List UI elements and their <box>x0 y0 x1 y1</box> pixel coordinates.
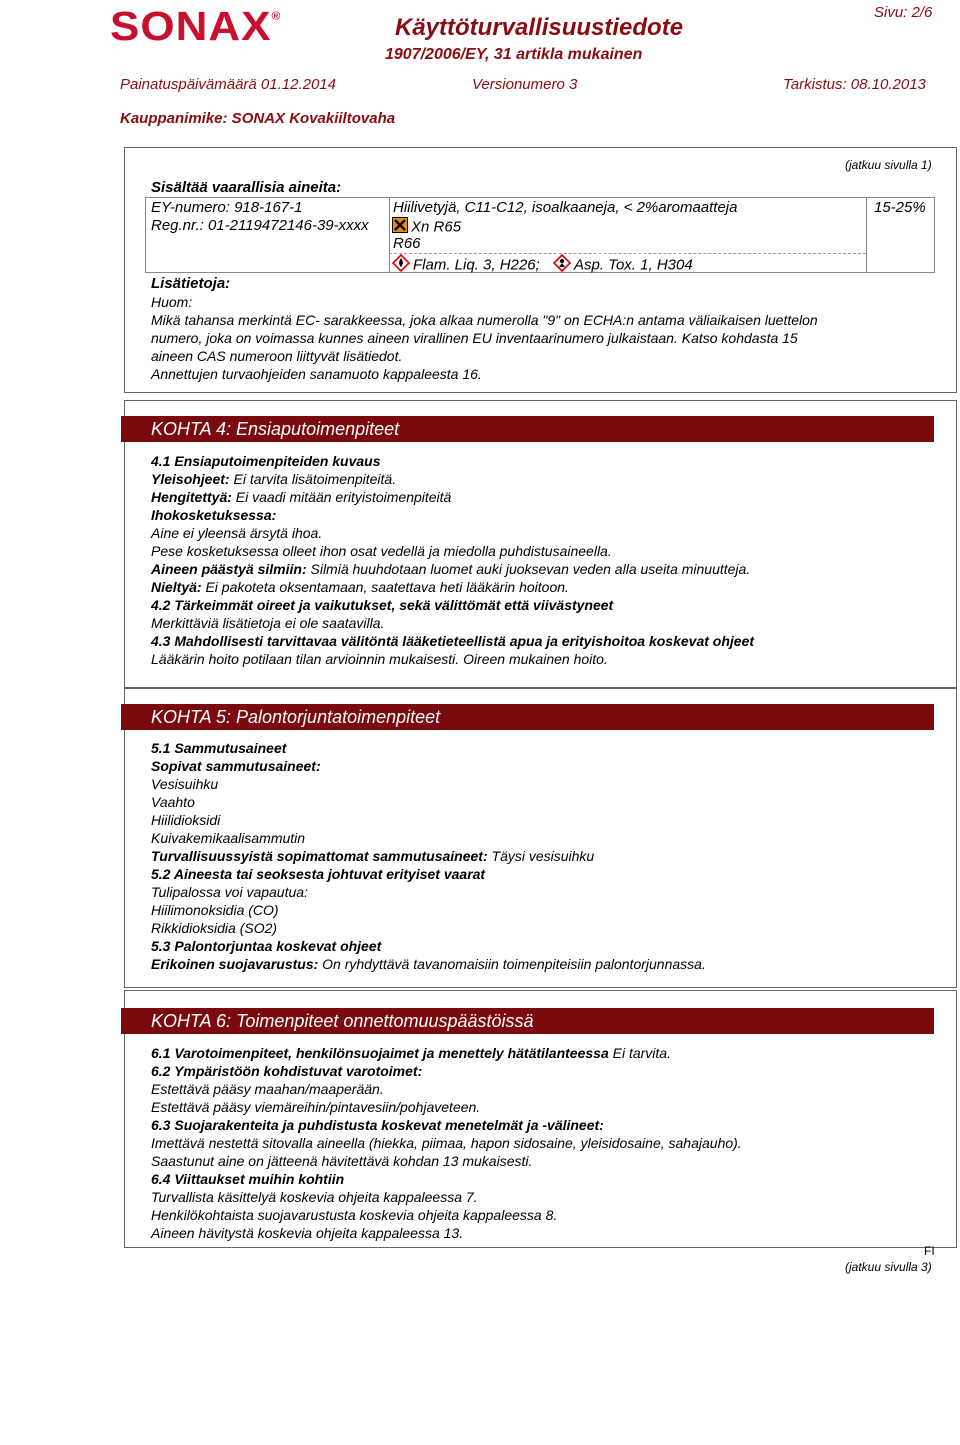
r66-classification: R66 <box>393 235 421 252</box>
sonax-logo: SONAX® <box>110 4 282 50</box>
general-advice: Yleisohjeet: Ei tarvita lisätoimenpiteitä. <box>151 471 397 487</box>
s43-text: Lääkärin hoito potilaan tilan arvioinnin mukaisesti. Oireen mukainen hoito. <box>151 651 608 667</box>
s63-heading: 6.3 Suojarakenteita ja puhdistusta koskevat menetelmät ja -välineet: <box>151 1117 604 1133</box>
s62-text: Estettävä pääsy maahan/maaperään. <box>151 1081 384 1097</box>
suitable-agent: Vaahto <box>151 794 195 810</box>
reg-number: Reg.nr.: 01-2119472146-39-xxxx <box>151 217 369 234</box>
s51-heading: 5.1 Sammutusaineet <box>151 740 287 756</box>
section4-title: KOHTA 4: Ensiaputoimenpiteet <box>121 416 934 442</box>
flam-classification: Flam. Liq. 3, H226; <box>392 254 540 277</box>
s53-heading: 5.3 Palontorjuntaa koskevat ohjeet <box>151 938 382 954</box>
suitable-label: Sopivat sammutusaineet: <box>151 758 321 774</box>
eyes-advice: Aineen päästyä silmiin: Silmiä huuhdotaan luomet auki juoksevan veden alla useita minuutteja. <box>151 561 751 577</box>
table-divider <box>866 197 867 273</box>
inhaled-advice: Hengitettyä: Ei vaadi mitään erityistoimenpiteitä <box>151 489 452 505</box>
substance-name: Hiilivetyjä, C11-C12, isoalkaaneja, < 2%aromaatteja <box>393 199 738 216</box>
continued-from: (jatkuu sivulla 1) <box>845 158 932 172</box>
s64-heading: 6.4 Viittaukset muihin kohtiin <box>151 1171 345 1187</box>
s41-heading: 4.1 Ensiaputoimenpiteiden kuvaus <box>151 453 381 469</box>
suitable-agent: Hiilidioksidi <box>151 812 221 828</box>
info-heading: Lisätietoja: <box>151 275 231 292</box>
print-date: Painatuspäivämäärä 01.12.2014 <box>120 76 336 93</box>
note-label: Huom: <box>151 294 193 310</box>
s62-heading: 6.2 Ympäristöön kohdistuvat varotoimet: <box>151 1063 423 1079</box>
xn-classification: Xn R65 <box>392 217 461 238</box>
language-code: FI <box>924 1244 935 1258</box>
ec-number: EY-numero: 918-167-1 <box>151 199 303 216</box>
unsuitable-agents: Turvallisuussyistä sopimattomat sammutusaineet: Täysi vesisuihku <box>151 848 595 864</box>
skin-text: Aine ei yleensä ärsytä ihoa. <box>151 525 323 541</box>
s63-text: Saastunut aine on jätteenä hävitettävä kohdan 13 mukaisesti. <box>151 1153 533 1169</box>
section5-title: KOHTA 5: Palontorjuntatoimenpiteet <box>121 704 934 730</box>
protective-equipment: Erikoinen suojavarustus: On ryhdyttävä tavanomaisiin toimenpiteisiin palontorjunnassa. <box>151 956 706 972</box>
note-line: Annettujen turvaohjeiden sanamuoto kappaleesta 16. <box>151 366 482 382</box>
s42-heading: 4.2 Tärkeimmät oireet ja vaikutukset, sekä välittömät että viivästyneet <box>151 597 614 613</box>
fire-hazard: Rikkidioksidia (SO2) <box>151 920 278 936</box>
version-number: Versionumero 3 <box>472 76 578 93</box>
suitable-agent: Vesisuihku <box>151 776 219 792</box>
fire-hazard: Hiilimonoksidia (CO) <box>151 902 279 918</box>
page-number: Sivu: 2/6 <box>874 4 933 21</box>
trade-name: Kauppanimike: SONAX Kovakiiltovaha <box>120 110 396 127</box>
suitable-agent: Kuivakemikaalisammutin <box>151 830 306 846</box>
document-title: Käyttöturvallisuustiedote <box>395 14 684 41</box>
flame-icon <box>392 254 410 277</box>
health-hazard-icon <box>553 254 571 277</box>
asp-classification: Asp. Tox. 1, H304 <box>553 254 693 277</box>
s63-text: Imettävä nestettä sitovalla aineella (hiekka, piimaa, hapon sidosaine, yleisidosaine, sahajauho). <box>151 1135 742 1151</box>
section6-title: KOHTA 6: Toimenpiteet onnettomuuspäästöissä <box>121 1008 934 1034</box>
skin-label: Ihokosketuksessa: <box>151 507 277 523</box>
s43-heading: 4.3 Mahdollisesti tarvittavaa välitöntä lääketieteellistä apua ja erityishoitoa koskevat ohjeet <box>151 633 755 649</box>
s64-text: Aineen hävitystä koskevia ohjeita kappaleessa 13. <box>151 1225 464 1241</box>
swallowed-advice: Nieltyä: Ei pakoteta oksentamaan, saatettava heti lääkärin hoitoon. <box>151 579 569 595</box>
document-subtitle: 1907/2006/EY, 31 artikla mukainen <box>385 46 643 63</box>
s42-text: Merkittäviä lisätietoja ei ole saatavilla. <box>151 615 385 631</box>
note-line: numero, joka on voimassa kunnes aineen virallinen EU inventaarinumero julkaistaan. Katso kohdasta 15 <box>151 330 798 346</box>
skin-text: Pese kosketuksessa olleet ihon osat vedellä ja miedolla puhdistusaineella. <box>151 543 612 559</box>
s62-text: Estettävä pääsy viemäreihin/pintavesiin/pohjaveteen. <box>151 1099 481 1115</box>
s52-heading: 5.2 Aineesta tai seoksesta johtuvat erityiset vaarat <box>151 866 486 882</box>
hazardous-heading: Sisältää vaarallisia aineita: <box>151 179 342 196</box>
table-divider <box>389 197 390 273</box>
concentration: 15-25% <box>874 199 926 216</box>
s64-text: Turvallista käsittelyä koskevia ohjeita kappaleessa 7. <box>151 1189 478 1205</box>
s64-text: Henkilökohtaista suojavarustusta koskevia ohjeita kappaleessa 8. <box>151 1207 558 1223</box>
s61-line: 6.1 Varotoimenpiteet, henkilönsuojaimet ja menettely hätätilanteessa Ei tarvita. <box>151 1045 671 1061</box>
note-line: aineen CAS numeroon liittyvät lisätiedot. <box>151 348 403 364</box>
review-date: Tarkistus: 08.10.2013 <box>783 76 926 93</box>
fire-hazard: Tulipalossa voi vapautua: <box>151 884 308 900</box>
note-line: Mikä tahansa merkintä EC- sarakkeessa, joka alkaa numerolla "9" on ECHA:n antama väliaikaisen luettelon <box>151 312 818 328</box>
continued-to: (jatkuu sivulla 3) <box>845 1260 932 1274</box>
